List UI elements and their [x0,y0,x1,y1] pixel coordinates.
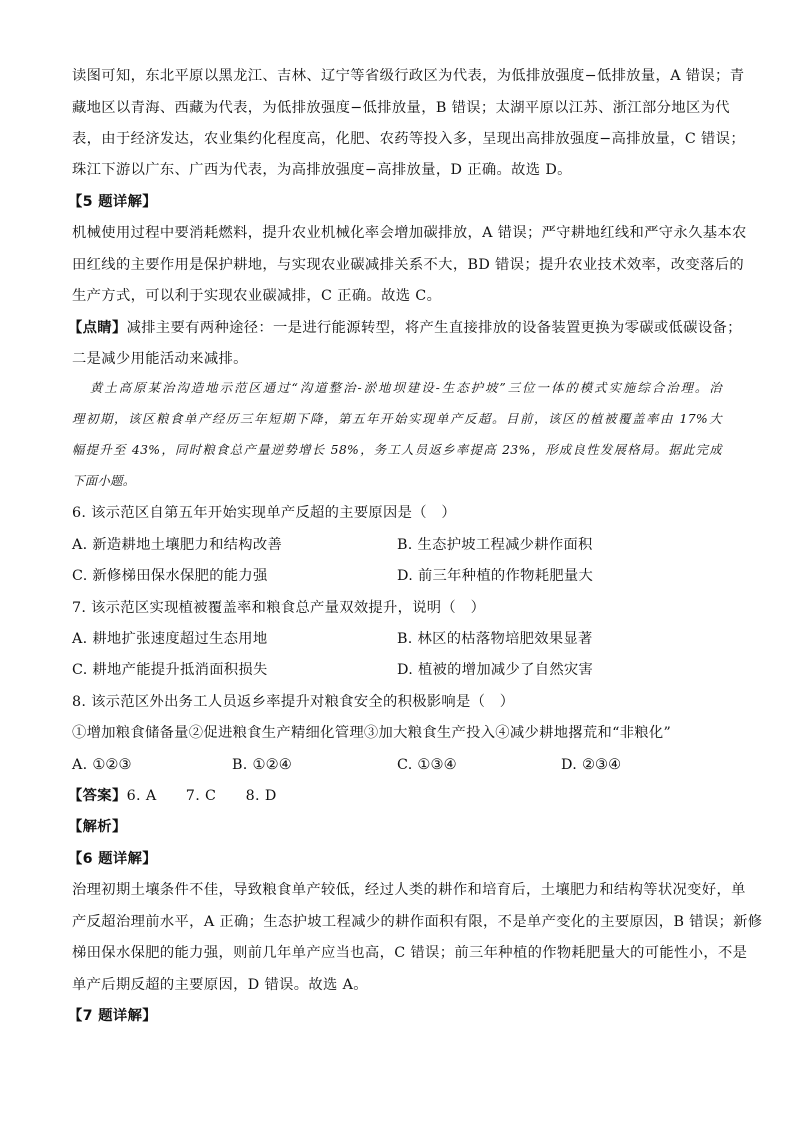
q5-analysis-line: 机械使用过程中要消耗燃料，提升农业机械化率会增加碳排放，A 错误；严守耕地红线和严守永久基本农 [72,225,747,241]
question-7-option-d: D. 植被的增加减少了自然灾害 [397,662,594,678]
question-7-option-b: B. 林区的枯落物培肥效果显著 [397,631,593,647]
question-6-option-a: A. 新造耕地土壤肥力和结构改善 [72,537,283,553]
question-8-option-a: A. ①②③ [72,757,132,773]
q6-analysis-line: 单产后期反超的主要原因，D 错误。故选 A。 [72,977,368,993]
passage-line: 理初期，该区粮食单产经历三年短期下降，第五年开始实现单产反超。目前，该区的植被覆盖率由 17%大 [72,411,722,426]
q5-detail-heading: 【5 题详解】 [68,194,157,210]
passage-line: 黄土高原某治沟造地示范区通过“沟道整治-淤地坝建设-生态护坡”三位一体的模式实施综合治理。治 [90,380,722,395]
question-7-stem: 7. 该示范区实现植被覆盖率和粮食总产量双效提升，说明（ ） [72,600,486,616]
analysis-heading: 【解析】 [68,819,127,835]
question-8-items: ①增加粮食储备量②促进粮食生产精细化管理③加大粮食生产投入④减少耕地撂荒和“非粮化” [72,725,672,741]
tip-label: 【点睛】 [68,320,127,336]
question-8-stem: 8. 该示范区外出务工人员返乡率提升对粮食安全的积极影响是（ ） [72,694,515,710]
question-7-option-c: C. 耕地产能提升抵消面积损失 [72,662,268,678]
question-8-option-c: C. ①③④ [397,757,457,773]
passage-line: 幅提升至 43%，同时粮食总产量逆势增长 58%，务工人员返乡率提高 23%，形成良性发展格局。据此完成 [72,442,722,457]
q6-analysis-line: 梯田保水保肥的能力强，则前几年单产应当也高，C 错误；前三年种植的作物耗肥量大的可能性小，不是 [72,945,748,961]
q6-detail-heading: 【6 题详解】 [68,851,157,867]
q4-analysis-line: 表，由于经济发达，农业集约化程度高，化肥、农药等投入多，呈现出高排放强度−高排放量，C 错误； [72,131,745,147]
tip-text: 减排主要有两种途径：一是进行能源转型，将产生直接排放的设备装置更换为零碳或低碳设备； [126,320,742,336]
question-6-option-b: B. 生态护坡工程减少耕作面积 [397,537,593,553]
q4-analysis-line: 珠江下游以广东、广西为代表，为高排放强度−高排放量，D 正确。故选 D。 [72,162,572,178]
question-8-option-b: B. ①②④ [232,757,292,773]
question-6-option-d: D. 前三年种植的作物耗肥量大 [397,568,594,584]
q6-analysis-line: 产反超治理前水平，A 正确；生态护坡工程减少的耕作面积有限，不是单产变化的主要原因，B 错误；新修 [72,914,763,930]
tip-line: 二是减少用能活动来减排。 [72,351,248,367]
question-6-option-c: C. 新修梯田保水保肥的能力强 [72,568,268,584]
answer-text: 6. A 7. C 8. D [126,788,277,804]
q5-analysis-line: 田红线的主要作用是保护耕地，与实现农业碳减排关系不大，BD 错误；提升农业技术效率，改变落后的 [72,257,745,273]
q4-analysis-line: 藏地区以青海、西藏为代表，为低排放强度−低排放量，B 错误；太湖平原以江苏、浙江部分地区为代 [72,100,730,116]
question-8-option-d: D. ②③④ [561,757,622,773]
q7-detail-heading: 【7 题详解】 [68,1008,157,1024]
question-6-stem: 6. 该示范区自第五年开始实现单产反超的主要原因是（ ） [72,505,457,521]
q4-analysis-line: 读图可知，东北平原以黑龙江、吉林、辽宁等省级行政区为代表，为低排放强度−低排放量，A 错误；青 [72,68,745,84]
answer-label: 【答案】 [68,788,127,804]
tip-paragraph [68,318,742,338]
q5-analysis-line: 生产方式，可以利于实现农业碳减排，C 正确。故选 C。 [72,288,442,304]
passage-line: 下面小题。 [72,473,136,488]
q6-analysis-line: 治理初期土壤条件不佳，导致粮食单产较低，经过人类的耕作和培育后，土壤肥力和结构等状况变好，单 [72,882,746,898]
question-7-option-a: A. 耕地扩张速度超过生态用地 [72,631,268,647]
answer-line [68,786,718,806]
